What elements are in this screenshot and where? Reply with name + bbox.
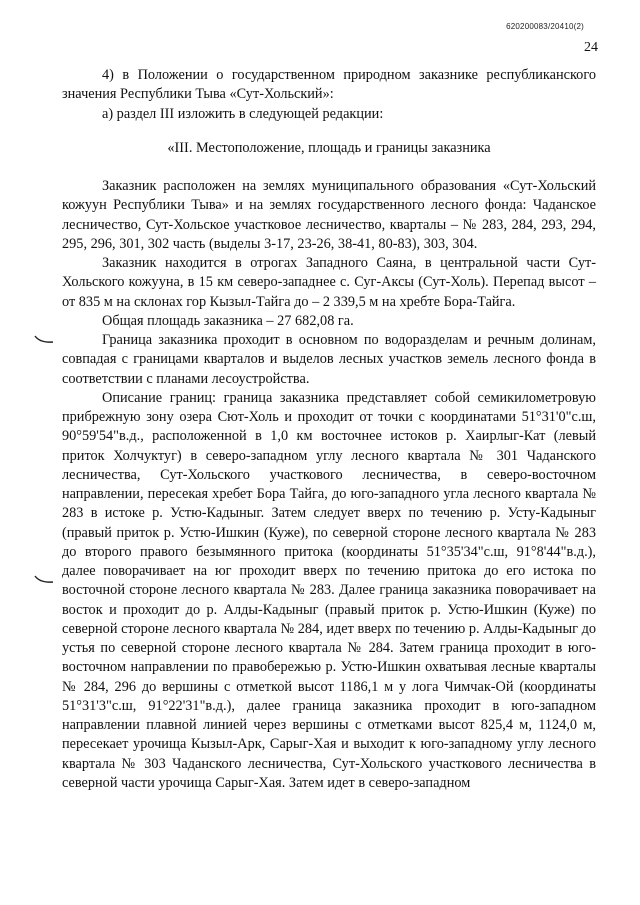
paragraph-location: Заказник расположен на землях муниципального образования «Сут-Хольский кожуун Республики Тыва» и на землях государственного лесного фонда: Чаданское лесничество, Сут-Хольское участковое лесничество, кварталы – № 283, 284, 293, 294, 295, 296, 301, 302 часть (выделы 3-17, 23-26, 38-41, 80-83), 303, 304. bbox=[62, 178, 596, 252]
section-heading: «III. Местоположение, площадь и границы заказника bbox=[167, 139, 491, 156]
document-body bbox=[62, 66, 596, 793]
paragraph-situated: Заказник находится в отрогах Западного Саяна, в центральной части Сут-Хольского кожууна, в 15 км северо-западнее с. Суг-Аксы (Сут-Холь). Перепад высот – от 835 м на склонах гор Кызыл-Тайга до – 2 339,5 м на хребте Бора-Тайга. bbox=[62, 255, 596, 310]
paragraph-boundary: Граница заказника проходит в основном по водоразделам и речным долинам, совпадая с границами кварталов и выделов лесных участков земель лесного фонда в соответствии с планами лесоустройства. bbox=[62, 332, 596, 387]
margin-tick-mark bbox=[34, 574, 54, 584]
paragraph-area: Общая площадь заказника – 27 682,08 га. bbox=[102, 312, 354, 329]
paragraph-boundary-description: Описание границ: граница заказника представляет собой семикилометровую прибрежную зону озера Сют-Холь и проходит от точки с координатами 51°31'0"с.ш, 90°59'54"в.д., расположенной в 1,0 км восточнее истоков р. Хаирлыг-Кат (левый приток Холчуктуг) в северо-западном углу лесного квартала № 301 Чаданского лесничества, Сут-Хольского участкового лесничества, в северо-восточном направлении, пересекая хребет Бора Тайга, до юго-западного угла лесного квартала № 283 в истоке р. Устю-Кадыныг. Затем следует вверх по течению р. Усту-Кадыныг (правый приток р. Устю-Ишкин (Куже), по северной стороне лесного квартала № 283 до второго правого безымянного притока (координаты 51°35'34"с.ш, 91°8'44"в.д.), далее поворачивает на юг проходит вверх по течению притока до его истока по восточной стороне лесного квартала № 283. Далее граница заказника поворачивает на восток и проходит до р. Алды-Кадыныг (правый приток р. Устю-Ишкин (Куже) по северной стороне лесного квартала № 284, идет вверх по течению р. Алды-Кадыныг до устья по северной стороне лесного квартала № 284. Затем граница проходит в юго-восточном направлении по правобережью р. Устю-Ишкин охватывая лесные кварталы № 284, 296 до вершины с отметкой высот 1186,1 м у лога Чимчак-Ой (координаты 51°31'3"с.ш, 91°22'31"в.д.), далее граница заказника проходит в юго-западном направлении плавной линией через вершины с отметками высот 825,4 м, 1124,0 м, пересекает урочища Кызыл-Арк, Сарыг-Хая и выходит к юго-западному углу лесного квартала № 303 Чаданского лесничества, Сут-Хольского участкового лесничества в северной части урочища Сарыг-Хая. Затем идет в северо-западном bbox=[62, 389, 596, 791]
document-id: 620200083/20410(2) bbox=[506, 22, 584, 31]
page-number: 24 bbox=[584, 40, 598, 55]
margin-tick-mark bbox=[34, 334, 54, 344]
paragraph-item-a: а) раздел III изложить в следующей редакции: bbox=[102, 105, 384, 122]
paragraph-item-4: 4) в Положении о государственном природном заказнике республиканского значения Республики Тыва «Сут-Хольский»: bbox=[62, 67, 596, 103]
